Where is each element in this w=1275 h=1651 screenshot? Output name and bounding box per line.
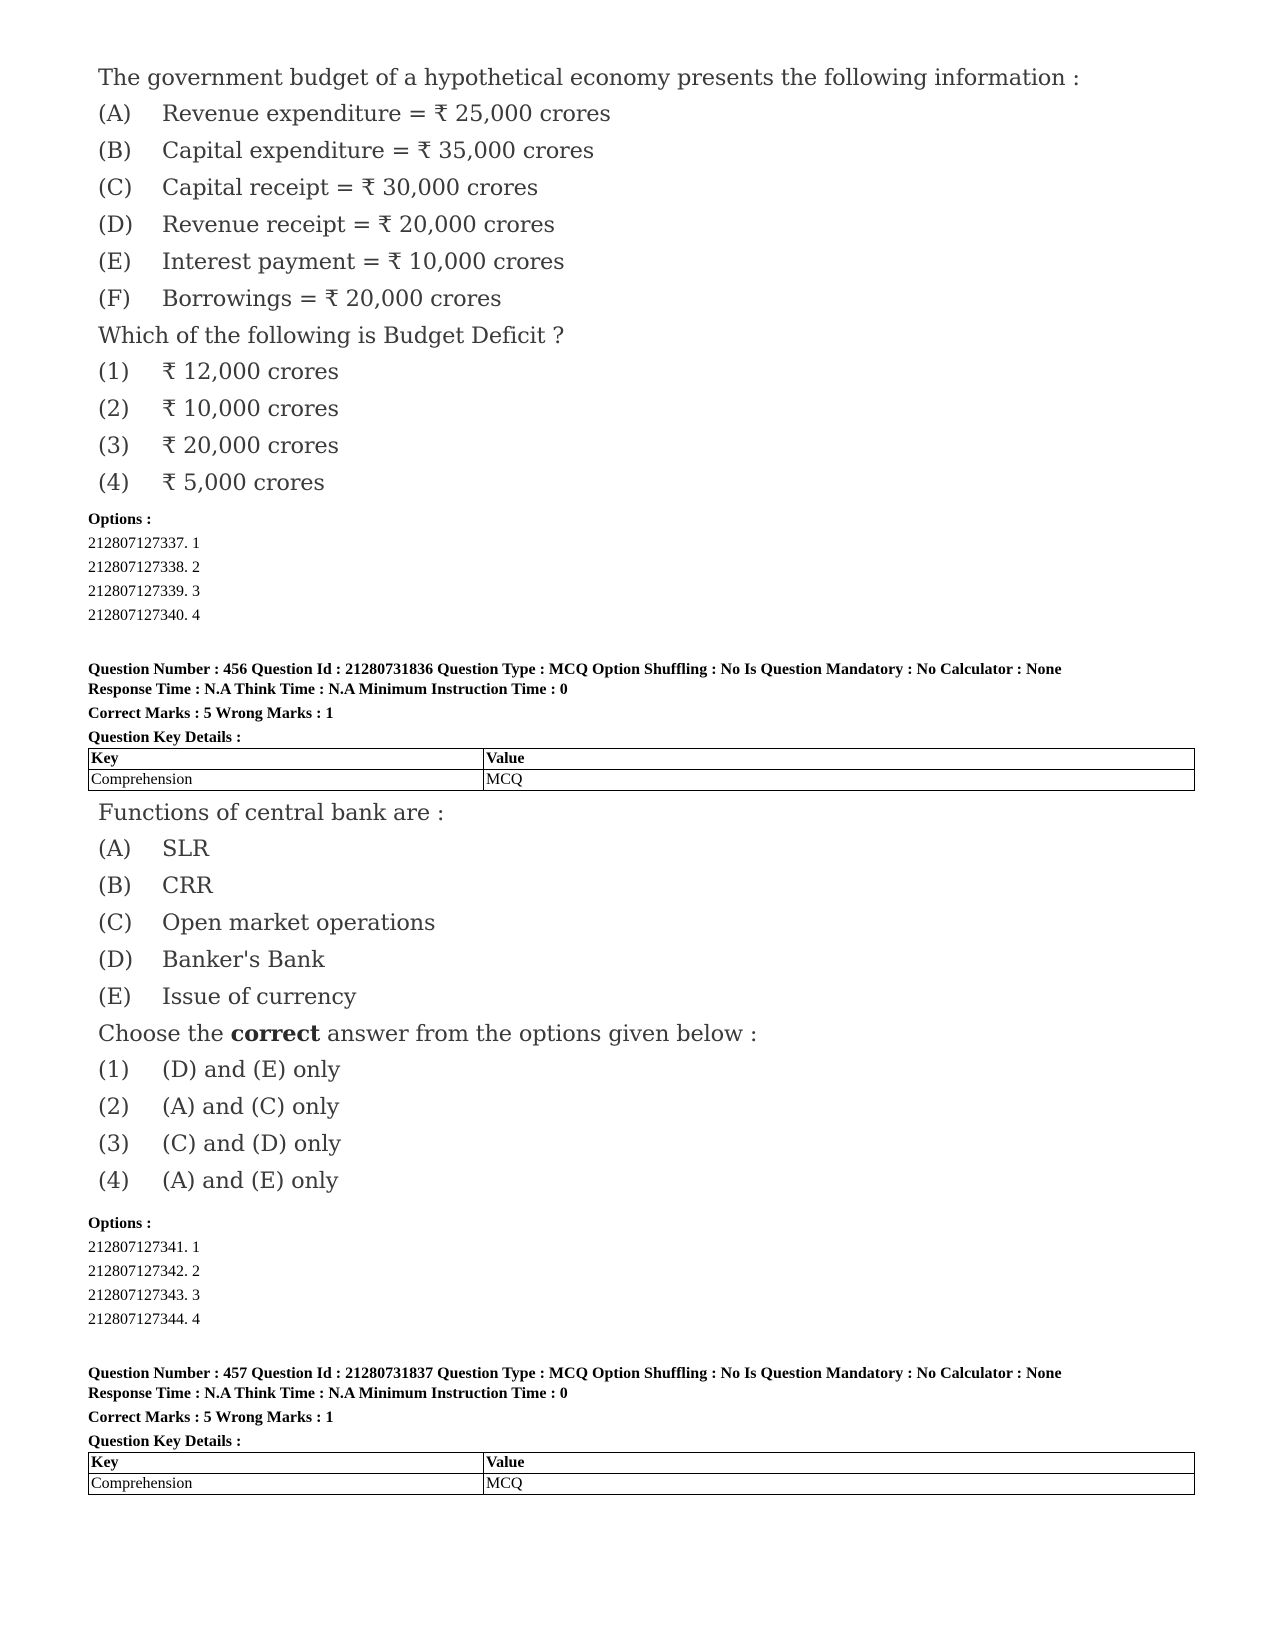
choice-text: (A) and (C) only [162,1094,340,1120]
item-text: Capital expenditure = ₹ 35,000 crores [162,138,595,164]
question-text-pre: Choose the [98,1021,231,1047]
table-cell-key: Comprehension [89,1474,484,1495]
item-row [98,979,757,1016]
item-label: (B) [98,873,132,899]
item-text: Revenue receipt = ₹ 20,000 crores [162,212,555,238]
item-label: (E) [98,249,132,275]
choice-label: (3) [98,433,130,459]
option-item: 212807127340. 4 [88,607,200,624]
item-text: Issue of currency [162,984,357,1010]
choice-text: ₹ 20,000 crores [162,433,339,459]
choice-label: (3) [98,1131,130,1157]
question-intro: The government budget of a hypothetical economy presents the following information : [98,65,1080,91]
marks-line: Correct Marks : 5 Wrong Marks : 1 [88,705,334,722]
options-list [88,508,200,628]
item-row [98,207,1080,244]
table-header-key: Key [89,749,484,770]
option-item: 212807127339. 3 [88,583,200,600]
table-header-value: Value [484,1453,1195,1474]
table-header-row [89,749,1195,770]
question-457-header [88,1364,1062,1452]
choice-label: (4) [98,1168,130,1194]
item-text: SLR [162,836,209,862]
options-heading: Options : [88,1215,152,1232]
choice-label: (2) [98,396,130,422]
option-item: 212807127344. 4 [88,1311,200,1328]
question-key-table [88,748,1195,791]
table-cell-value: MCQ [484,1474,1195,1495]
options-list [88,1212,200,1332]
choice-row [98,391,1080,428]
choice-row [98,1163,757,1200]
table-row [89,770,1195,791]
choice-text: ₹ 12,000 crores [162,359,339,385]
item-label: (F) [98,286,131,312]
choice-text: ₹ 5,000 crores [162,470,325,496]
item-text: Open market operations [162,910,436,936]
item-text: Banker's Bank [162,947,325,973]
option-item: 212807127341. 1 [88,1239,200,1256]
question-text: Which of the following is Budget Deficit ? [98,323,565,349]
question-text-bold: correct [230,1021,321,1047]
question-key-table [88,1452,1195,1495]
question-timing-line: Response Time : N.A Think Time : N.A Minimum Instruction Time : 0 [88,1385,568,1402]
choice-row [98,1089,757,1126]
item-row [98,905,757,942]
table-row [89,1474,1195,1495]
choice-text: (D) and (E) only [162,1057,341,1083]
key-details-heading: Question Key Details : [88,1433,242,1450]
item-row [98,942,757,979]
option-item: 212807127337. 1 [88,535,200,552]
item-row [98,281,1080,318]
question-text-post: answer from the options given below : [320,1021,758,1047]
item-text: Interest payment = ₹ 10,000 crores [162,249,565,275]
choice-row [98,428,1080,465]
table-cell-value: MCQ [484,770,1195,791]
item-label: (D) [98,212,133,238]
item-label: (A) [98,101,132,127]
question-intro: Functions of central bank are : [98,800,445,826]
item-row [98,96,1080,133]
choice-row [98,1126,757,1163]
option-item: 212807127342. 2 [88,1263,200,1280]
question-timing-line: Response Time : N.A Think Time : N.A Minimum Instruction Time : 0 [88,681,568,698]
choice-label: (1) [98,359,130,385]
marks-line: Correct Marks : 5 Wrong Marks : 1 [88,1409,334,1426]
item-row [98,831,757,868]
item-label: (C) [98,910,133,936]
question-455-image [98,60,1080,502]
options-heading: Options : [88,511,152,528]
question-456-image [98,795,757,1200]
question-456-header [88,660,1062,748]
choice-label: (1) [98,1057,130,1083]
item-row [98,170,1080,207]
table-header-row [89,1453,1195,1474]
table-header-value: Value [484,749,1195,770]
item-label: (C) [98,175,133,201]
question-meta-line: Question Number : 456 Question Id : 21280731836 Question Type : MCQ Option Shuffling : No Is Question Mandatory : No Calculator : None [88,661,1062,678]
choice-row [98,354,1080,391]
question-meta-line: Question Number : 457 Question Id : 21280731837 Question Type : MCQ Option Shuffling : No Is Question Mandatory : No Calculator : None [88,1365,1062,1382]
item-text: Borrowings = ₹ 20,000 crores [162,286,502,312]
item-label: (A) [98,836,132,862]
item-label: (E) [98,984,132,1010]
key-details-heading: Question Key Details : [88,729,242,746]
choice-label: (4) [98,470,130,496]
item-text: Revenue expenditure = ₹ 25,000 crores [162,101,611,127]
choice-row [98,1052,757,1089]
table-cell-key: Comprehension [89,770,484,791]
choice-text: (A) and (E) only [162,1168,339,1194]
choice-text: (C) and (D) only [162,1131,341,1157]
item-row [98,868,757,905]
item-label: (D) [98,947,133,973]
table-header-key: Key [89,1453,484,1474]
item-row [98,133,1080,170]
option-item: 212807127343. 3 [88,1287,200,1304]
item-text: Capital receipt = ₹ 30,000 crores [162,175,539,201]
item-text: CRR [162,873,213,899]
choice-row [98,465,1080,502]
choice-label: (2) [98,1094,130,1120]
option-item: 212807127338. 2 [88,559,200,576]
item-label: (B) [98,138,132,164]
question-text [98,1016,757,1052]
item-row [98,244,1080,281]
choice-text: ₹ 10,000 crores [162,396,339,422]
